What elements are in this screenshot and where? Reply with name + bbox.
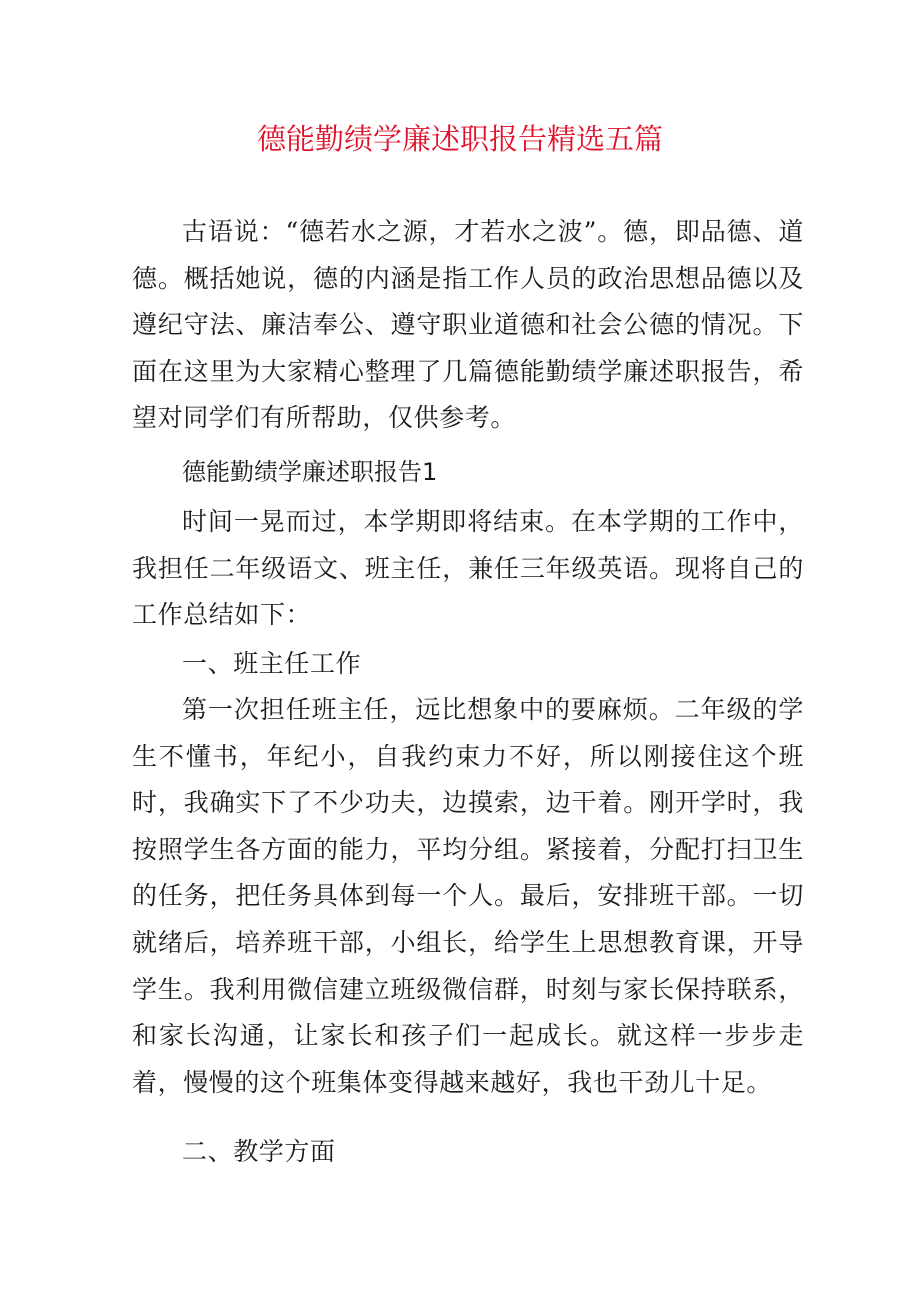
intro-paragraph: 古语说：“德若水之源，才若水之波”。德，即品德、道德。概括她说，德的内涵是指工作人员的政治思想品德以及遵纪守法、廉洁奉公、遵守职业道德和社会公德的情况。下面在这里为大家精心整理了几篇德能勤绩学廉述职报告，希望对同学们有所帮助，仅供参考。: [132, 217, 804, 433]
paragraph-2: 第一次担任班主任，远比想象中的要麻烦。二年级的学生不懂书，年纪小，自我约束力不好，所以刚接住这个班时，我确实下了不少功夫，边摸索，边干着。刚开学时，我按照学生各方面的能力，平均分组。紧接着，分配打扫卫生的任务，把任务具体到每一个人。最后，安排班干部。一切就绪后，培养班干部，小组长，给学生上思想教育课，开导学生。我利用微信建立班级微信群，时刻与家长保持联系，和家长沟通，让家长和孩子们一起成长。就这样一步步走着，慢慢的这个班集体变得越来越好，我也干劲儿十足。: [132, 695, 804, 1097]
report-title: 德能勤绩学廉述职报告1: [182, 458, 438, 486]
paragraph-1: 时间一晃而过，本学期即将结束。在本学期的工作中，我担任二年级语文、班主任，兼任三年级英语。现将自己的工作总结如下：: [132, 507, 804, 630]
section-2-heading: 二、教学方面: [182, 1137, 336, 1166]
section-1-heading: 一、班主任工作: [182, 649, 362, 678]
document-title: 德能勤绩学廉述职报告精选五篇: [256, 122, 663, 156]
